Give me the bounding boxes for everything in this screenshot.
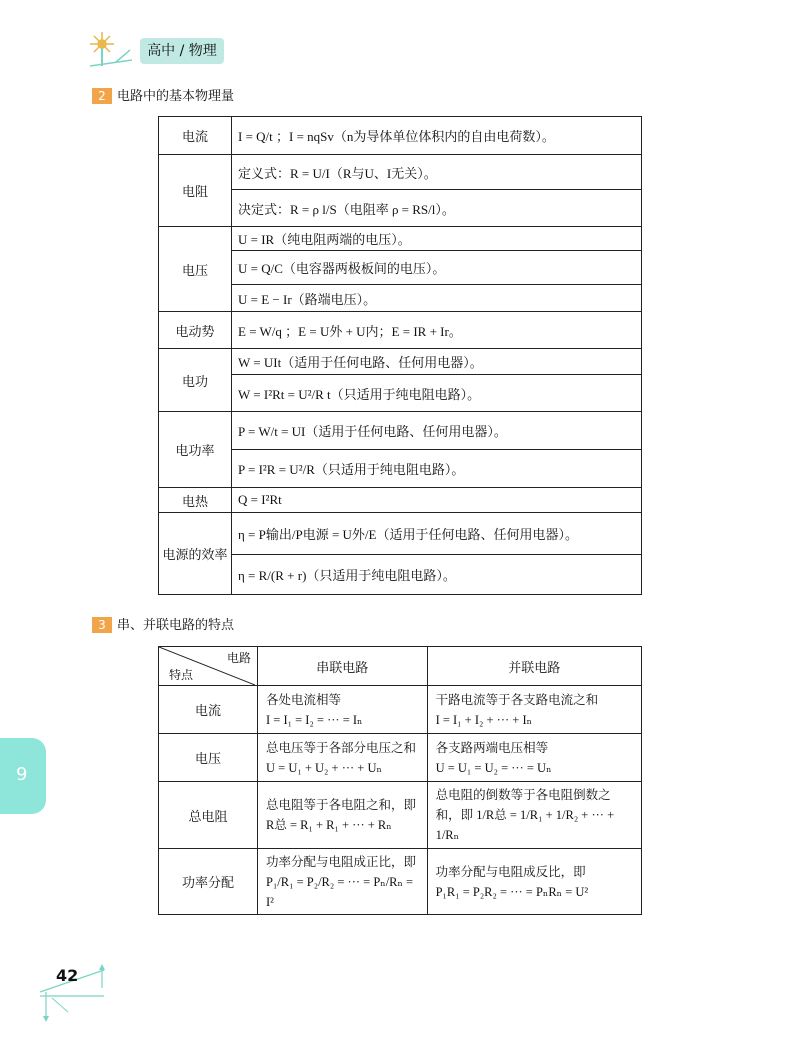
corner-header-cell xyxy=(159,647,258,686)
row-label: 功率分配 xyxy=(159,849,258,915)
cell-formula: I = I₁ = I₂ = ··· = Iₙ xyxy=(266,712,363,727)
cell-formula: R总 = R₁ + R₁ + ··· + Rₙ xyxy=(266,818,392,832)
series-parallel-table xyxy=(158,646,642,915)
cell-text: 总电压等于各部分电压之和 xyxy=(266,739,417,755)
section-number-badge: 3 xyxy=(92,617,112,633)
row-label: 电压 xyxy=(159,227,232,312)
cell-text: 总电阻等于各电阻之和，即 xyxy=(266,797,417,812)
row-label: 电流 xyxy=(159,686,258,734)
cell-formula: U = U₁ + U₂ + ··· + Uₙ xyxy=(266,760,382,775)
row-label: 电阻 xyxy=(159,155,232,227)
parallel-cell xyxy=(427,849,641,915)
cell-text: 功率分配与电阻成正比，即 xyxy=(266,853,417,869)
windmill-logo-icon xyxy=(86,30,136,72)
formula-cell: 定义式：R = U/I（R与U、I无关）。 xyxy=(232,155,642,190)
series-cell xyxy=(258,782,428,849)
page-number: 42 xyxy=(56,966,79,985)
cell-text: 总电阻的倒数等于各电阻倒数之 xyxy=(435,787,611,802)
row-label: 电压 xyxy=(159,734,258,782)
column-header-parallel: 并联电路 xyxy=(427,647,641,686)
formula-cell: η = R/(R + r)（只适用于纯电阻电路）。 xyxy=(232,555,642,595)
chapter-side-tab xyxy=(0,738,46,814)
cell-text: 功率分配与电阻成反比，即 xyxy=(435,863,586,879)
formula-cell: U = Q/C（电容器两极板间的电压）。 xyxy=(232,251,642,285)
section-title: 电路中的基本物理量 xyxy=(117,89,235,104)
cell-text: 各处电流相等 xyxy=(266,691,342,707)
formula-cell: P = W/t = UI（适用于任何电路、任何用电器）。 xyxy=(232,412,642,450)
cell-formula: U = U₁ = U₂ = ··· = Uₙ xyxy=(435,760,552,775)
cell-formula: 和，即 1/R总 = 1/R₁ + 1/R₂ + ··· + 1/Rₙ xyxy=(435,808,615,842)
basic-quantities-table xyxy=(158,116,642,595)
section-heading-3 xyxy=(92,617,234,635)
series-cell xyxy=(258,734,428,782)
subject-title: 高中 / 物理 xyxy=(140,38,224,64)
corner-bottom-label: 特点 xyxy=(169,668,194,682)
cell-text: 各支路两端电压相等 xyxy=(435,739,549,755)
section-title: 串、并联电路的特点 xyxy=(117,618,235,633)
formula-cell: 决定式：R = ρ l/S（电阻率 ρ = RS/l）。 xyxy=(232,190,642,227)
cell-formula: P₁/R₁ = P₂/R₂ = ··· = Pₙ/Rₙ = I² xyxy=(266,874,414,909)
cell-text: 干路电流等于各支路电流之和 xyxy=(435,691,599,707)
section-heading-2 xyxy=(92,88,234,106)
formula-cell: P = I²R = U²/R（只适用于纯电阻电路）。 xyxy=(232,450,642,488)
row-label: 电功 xyxy=(159,349,232,412)
row-label: 电源的效率 xyxy=(159,513,232,595)
chapter-number: 9 xyxy=(16,764,28,785)
row-label: 电动势 xyxy=(159,312,232,349)
row-label: 电功率 xyxy=(159,412,232,488)
formula-cell: W = I²Rt = U²/R t（只适用于纯电阻电路）。 xyxy=(232,375,642,412)
formula-cell: U = E − Ir（路端电压）。 xyxy=(232,285,642,312)
cell-formula: I = I₁ + I₂ + ··· + Iₙ xyxy=(435,712,533,727)
formula-cell: W = UIt（适用于任何电路、任何用电器）。 xyxy=(232,349,642,375)
formula-cell: Q = I²Rt xyxy=(232,488,642,513)
formula-cell: U = IR（纯电阻两端的电压）。 xyxy=(232,227,642,251)
formula-cell: I = Q/t ；I = nqSv（n为导体单位体积内的自由电荷数）。 xyxy=(232,117,642,155)
corner-top-label: 电路 xyxy=(226,651,251,665)
parallel-cell xyxy=(427,686,641,734)
row-label: 总电阻 xyxy=(159,782,258,849)
parallel-cell xyxy=(427,734,641,782)
row-label: 电流 xyxy=(159,117,232,155)
formula-cell: η = P输出/P电源 = U外/E（适用于任何电路、任何用电器）。 xyxy=(232,513,642,555)
formula-cell: E = W/q ；E = U外 + U内；E = IR + Ir。 xyxy=(232,312,642,349)
row-label: 电热 xyxy=(159,488,232,513)
cell-formula: P₁R₁ = P₂R₂ = ··· = PₙRₙ = U² xyxy=(435,884,589,899)
column-header-series: 串联电路 xyxy=(258,647,428,686)
section-number-badge: 2 xyxy=(92,88,112,104)
series-cell xyxy=(258,849,428,915)
parallel-cell xyxy=(427,782,641,849)
series-cell xyxy=(258,686,428,734)
